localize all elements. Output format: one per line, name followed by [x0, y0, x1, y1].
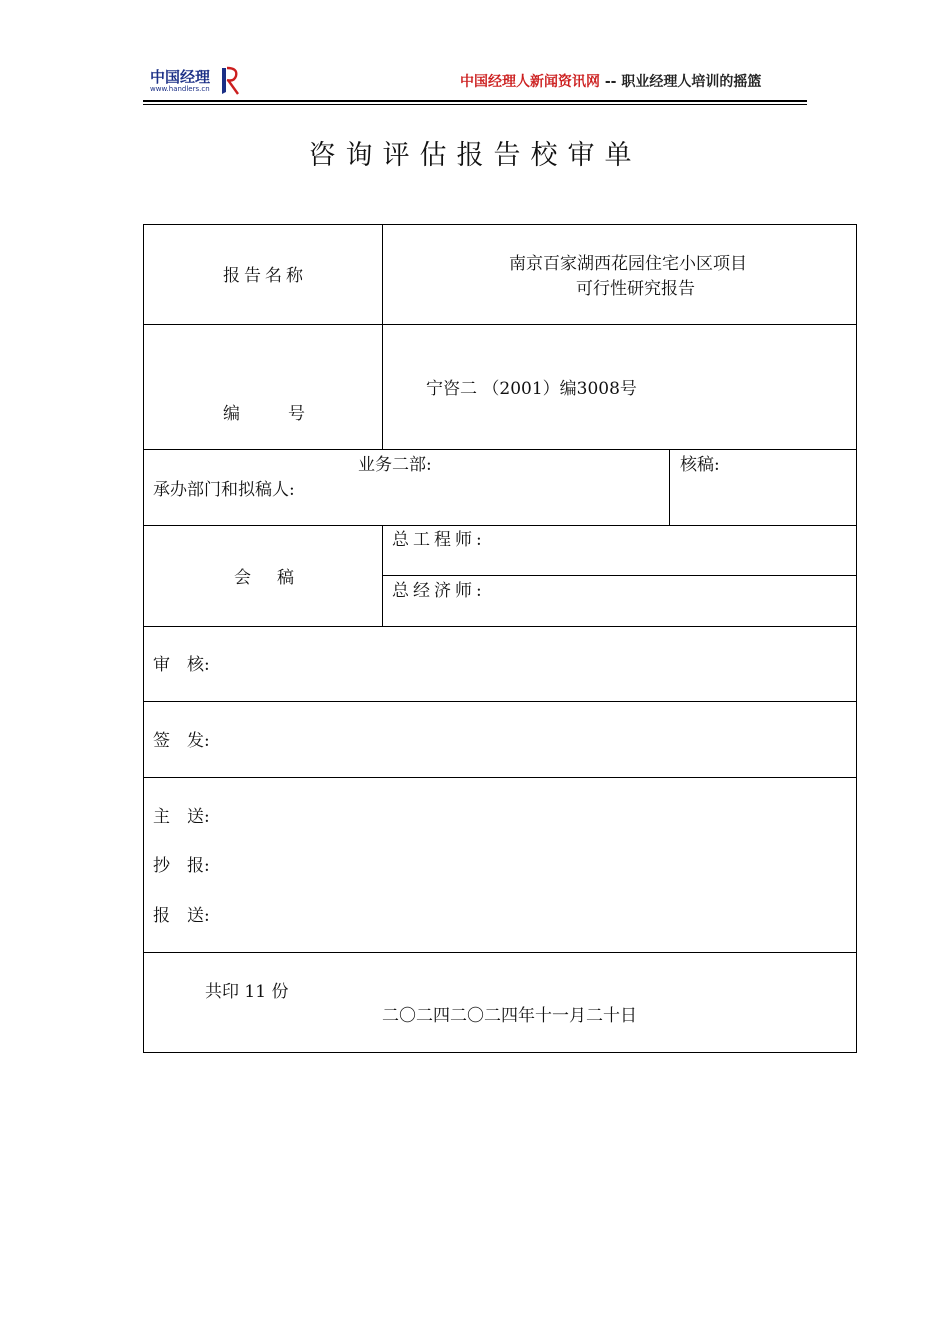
column-divider	[669, 449, 670, 525]
report-to-label: 报 送:	[153, 906, 210, 926]
department-value: 业务二部:	[358, 455, 432, 475]
banner-separator: --	[600, 74, 622, 90]
document-number: 宁咨二 （2001）编3008号	[426, 379, 637, 399]
row-divider	[144, 449, 856, 450]
number-label-part2: 号	[288, 404, 305, 424]
logo-mark-icon	[218, 66, 240, 96]
joint-label-part1: 会	[234, 568, 251, 588]
row-divider	[144, 701, 856, 702]
column-divider	[382, 225, 383, 449]
chief-engineer-label: 总工程师:	[392, 530, 486, 550]
chief-economist-label: 总经济师:	[392, 581, 486, 601]
department-label: 承办部门和拟稿人:	[153, 480, 295, 500]
row-divider	[144, 952, 856, 953]
header-rule-thin	[143, 104, 807, 105]
row-divider	[144, 324, 856, 325]
page-title: 咨询评估报告校审单	[308, 140, 642, 171]
number-label-part1: 编	[223, 404, 240, 424]
report-name-line2: 可行性研究报告	[576, 279, 695, 299]
site-logo	[146, 66, 242, 98]
review-label: 审 核:	[153, 655, 210, 675]
banner-slogan: 职业经理人培训的摇篮	[621, 74, 762, 90]
report-name-line1: 南京百家湖西花园住宅小区项目	[509, 254, 747, 274]
banner-site-name: 中国经理人新闻资讯网	[460, 74, 600, 90]
copies-count: 共印 11 份	[205, 982, 289, 1002]
review-form	[143, 224, 857, 1053]
site-banner	[460, 71, 761, 91]
row-divider	[144, 525, 856, 526]
logo-url: www.handlers.cn	[150, 85, 210, 93]
row-divider	[144, 777, 856, 778]
check-label: 核稿:	[680, 455, 720, 475]
header-rule	[143, 100, 807, 102]
row-divider	[144, 626, 856, 627]
document-date: 二〇二四二〇二四年十一月二十日	[382, 1006, 637, 1026]
logo-text: 中国经理	[150, 68, 211, 86]
joint-label-part2: 稿	[277, 568, 294, 588]
report-name-label: 报告名称	[223, 266, 307, 286]
column-divider	[382, 525, 383, 626]
row-divider	[382, 575, 856, 576]
copy-to-label: 抄 报:	[153, 856, 210, 876]
sign-label: 签 发:	[153, 731, 210, 751]
send-to-label: 主 送:	[153, 807, 210, 827]
